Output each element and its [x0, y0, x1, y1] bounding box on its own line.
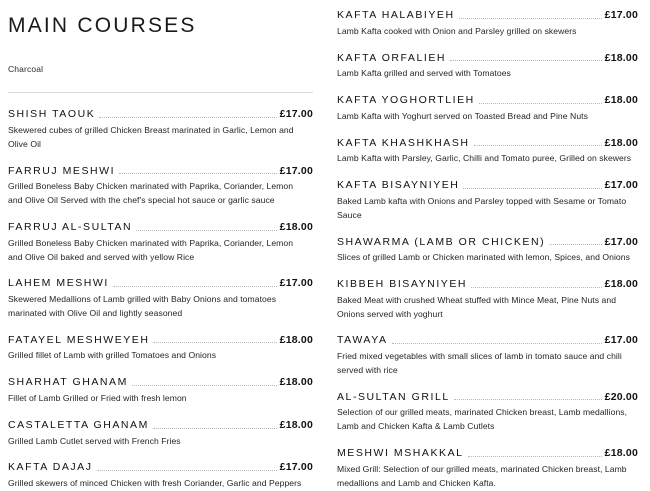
- section-subtitle: Charcoal: [8, 64, 44, 75]
- menu-item-head: [337, 278, 638, 291]
- menu-item-name: KIBBEH BISAYNIYEH: [337, 278, 468, 291]
- menu-item-description: Lamb Kafta with Parsley, Garlic, Chilli and Tomato puree, Grilled on skewers: [337, 153, 632, 164]
- dot-leader: [392, 342, 602, 344]
- menu-item-head: [337, 334, 638, 347]
- menu-item-price: £17.00: [604, 179, 638, 192]
- menu-item-price: £18.00: [604, 278, 638, 291]
- menu-item-description: Slices of grilled Lamb or Chicken marinated with lemon, Spices, and Onions: [337, 252, 630, 263]
- dot-leader: [97, 469, 277, 471]
- menu-item: [8, 277, 313, 320]
- dot-leader: [113, 285, 277, 287]
- menu-item-price: £18.00: [604, 136, 638, 149]
- menu-item: [8, 165, 313, 208]
- menu-item-name: KAFTA ORFALIEH: [337, 51, 447, 64]
- menu-item-head: [337, 447, 638, 460]
- dot-leader: [450, 59, 602, 61]
- menu-item-price: £18.00: [604, 447, 638, 460]
- dot-leader: [479, 102, 602, 104]
- dot-leader: [549, 243, 602, 245]
- menu-item-name: KAFTA KHASHKHASH: [337, 136, 470, 149]
- menu-item-name: KAFTA YOGHORTLIEH: [337, 94, 475, 107]
- menu-item: [337, 391, 638, 434]
- menu-item-name: FATAYEL MESHWEYEH: [8, 333, 150, 346]
- menu-item-name: FARRUJ AL-SULTAN: [8, 221, 133, 234]
- dot-leader: [468, 455, 602, 457]
- menu-item-list-right: [337, 0, 638, 491]
- menu-item-description: Fillet of Lamb Grilled or Fried with fresh lemon: [8, 393, 187, 403]
- menu-item-description: Baked Lamb kafta with Onions and Parsley topped with Sesame or Tomato Sauce: [337, 195, 627, 220]
- menu-item-head: [8, 461, 313, 474]
- menu-item-price: £17.00: [279, 461, 313, 474]
- menu-item: [337, 334, 638, 377]
- menu-item-price: £17.00: [604, 9, 638, 21]
- menu-item: [337, 52, 638, 82]
- menu-item-name: LAHEM MESHWI: [8, 277, 109, 290]
- menu-item: [337, 9, 638, 39]
- menu-item-description: Grilled Boneless Baby Chicken marinated with Paprika, Coriander, Lemon and Olive Oil Served with the chef's special hot sauce or garlic sauce: [8, 181, 294, 206]
- menu-item-name: SHARHAT GHANAM: [8, 376, 128, 389]
- dot-leader: [463, 187, 601, 189]
- menu-column-right: [325, 0, 650, 488]
- menu-item: [8, 108, 313, 151]
- menu-item: [337, 137, 638, 167]
- menu-item-description: Grilled skewers of minced Chicken with fresh Coriander, Garlic and Peppers: [8, 478, 302, 489]
- menu-item-name: SHAWARMA (LAMB OR CHICKEN): [337, 235, 546, 248]
- menu-item-description: Baked Meat with crushed Wheat stuffed with Mince Meat, Pine Nuts and Onions served with yoghurt: [337, 294, 617, 319]
- dot-leader: [132, 384, 277, 386]
- menu-item-price: £17.00: [279, 108, 313, 121]
- menu-item-head: [337, 236, 638, 249]
- menu-item-name: TAWAYA: [337, 334, 388, 347]
- menu-item: [8, 376, 313, 406]
- menu-item-head: [337, 391, 638, 404]
- menu-item-head: [337, 52, 638, 65]
- menu-item-price: £18.00: [279, 376, 313, 389]
- menu-item-head: [8, 376, 313, 389]
- menu-item-description: Skewered Medallions of Lamb grilled with Baby Onions and tomatoes marinated with Olive Oil and lightly seasoned: [8, 294, 277, 318]
- menu-item-head: [337, 94, 638, 107]
- menu-item-head: [8, 419, 313, 432]
- menu-item-name: AL-SULTAN GRILL: [337, 390, 450, 403]
- menu-item-price: £18.00: [604, 94, 638, 107]
- menu-item-description: Lamb Kafta cooked with Onion and Parsley grilled on skewers: [337, 25, 577, 36]
- menu-item-name: KAFTA BISAYNIYEH: [337, 179, 460, 192]
- menu-item-description: Grilled fillet of Lamb with grilled Tomatoes and Onions: [8, 350, 217, 361]
- menu-item: [8, 419, 313, 449]
- dot-leader: [153, 341, 276, 343]
- menu-item-price: £18.00: [279, 418, 313, 431]
- dot-leader: [119, 172, 277, 174]
- menu-item-description: Lamb Kafta with Yoghurt served on Toasted Bread and Pine Nuts: [337, 110, 588, 121]
- menu-item: [8, 461, 313, 491]
- menu-item: [8, 334, 313, 364]
- dot-leader: [454, 398, 602, 400]
- menu-item-head: [337, 179, 638, 192]
- menu-item-price: £18.00: [279, 221, 313, 234]
- page-title: MAIN COURSES: [8, 14, 197, 37]
- menu-item-description: Mixed Grill: Selection of our grilled meats, marinated Chicken breast, Lamb medallions and Lamb and Chicken Kafta.: [337, 463, 627, 488]
- menu-item-price: £17.00: [279, 164, 313, 177]
- menu-item-head: [8, 334, 313, 347]
- menu-item-description: Lamb Kafta grilled and served with Tomatoes: [337, 68, 511, 79]
- menu-item-name: MESHWI MSHAKKAL: [337, 447, 464, 460]
- menu-item-price: £17.00: [279, 277, 313, 290]
- menu-item-price: £20.00: [604, 390, 638, 403]
- menu-item-head: [337, 9, 638, 22]
- menu-section-header: [8, 0, 313, 93]
- dot-leader: [471, 286, 602, 288]
- menu-item-name: KAFTA DAJAJ: [8, 461, 93, 474]
- menu-item-description: Selection of our grilled meats, marinated Chicken breast, Lamb medallions, Lamb and Chicken Kafta & Lamb Cutlets: [337, 407, 628, 432]
- menu-item: [337, 278, 638, 321]
- menu-item-head: [8, 165, 313, 178]
- menu-item-head: [8, 221, 313, 234]
- menu-item-price: £18.00: [604, 51, 638, 64]
- menu-item-price: £18.00: [279, 333, 313, 346]
- menu-item-list-left: [8, 93, 313, 491]
- menu-item-description: Grilled Boneless Baby Chicken marinated with Paprika, Coriander, Lemon and Olive Oil baked and served with yellow Rice: [8, 237, 294, 262]
- menu-item-price: £17.00: [604, 334, 638, 347]
- dot-leader: [136, 229, 276, 231]
- menu-item-name: KAFTA HALABIYEH: [337, 9, 455, 21]
- menu-item-description: Skewered cubes of grilled Chicken Breast marinated in Garlic, Lemon and Olive Oil: [8, 124, 294, 149]
- dot-leader: [459, 17, 602, 19]
- menu-item-description: Fried mixed vegetables with small slices of lamb in tomato sauce and chili served with rice: [337, 351, 622, 375]
- menu-item: [337, 447, 638, 490]
- dot-leader: [153, 427, 277, 429]
- menu-item: [337, 94, 638, 124]
- menu-item-name: CASTALETTA GHANAM: [8, 418, 149, 431]
- menu-item-description: Grilled Lamb Cutlet served with French Fries: [8, 435, 181, 446]
- menu-item-head: [8, 277, 313, 290]
- menu-item-name: FARRUJ MESHWI: [8, 164, 116, 177]
- menu-item-head: [337, 137, 638, 150]
- dot-leader: [474, 144, 602, 146]
- menu-column-left: [0, 0, 325, 489]
- menu-item: [337, 236, 638, 266]
- menu-item: [8, 221, 313, 264]
- menu-item-price: £17.00: [604, 235, 638, 248]
- dot-leader: [99, 116, 276, 118]
- menu-item-head: [8, 108, 313, 121]
- menu-item: [337, 179, 638, 222]
- menu-item-name: SHISH TAOUK: [8, 108, 96, 121]
